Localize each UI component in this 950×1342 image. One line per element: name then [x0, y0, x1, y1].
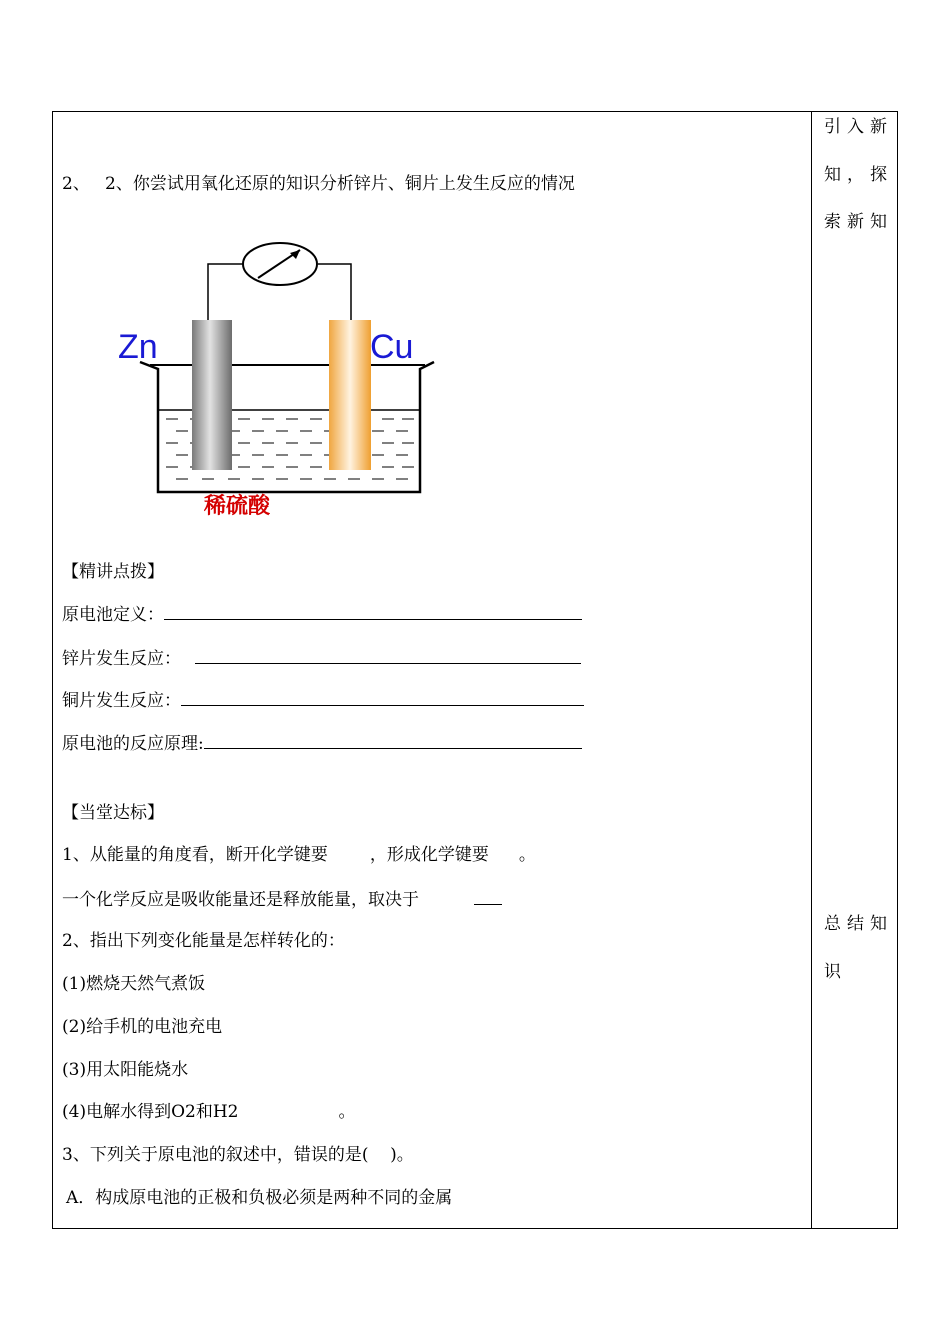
solution-label: 稀硫酸: [204, 494, 271, 518]
q1-part-a: 1、从能量的角度看，断开化学键要: [62, 845, 328, 865]
practice-q3-option-a: A．构成原电池的正极和负极必须是两种不同的金属: [66, 1188, 453, 1208]
galvanic-cell-diagram: [112, 238, 452, 518]
q1-part-b: ，形成化学键要: [369, 845, 489, 865]
q1-line2-text: 一个化学反应是吸收能量还是释放能量，取决于: [62, 890, 419, 910]
copper-electrode: [329, 320, 371, 470]
beaker: [140, 362, 434, 492]
practice-q1-line2: [62, 888, 502, 910]
fill-line-zinc: [62, 647, 581, 669]
answer-blank[interactable]: [474, 888, 502, 905]
fill-label: 原电池的反应原理:: [62, 734, 204, 754]
side-note-summary-2: 识: [824, 962, 847, 982]
column-divider: [811, 111, 812, 1229]
item-4-text: (4)电解水得到O2和H2: [62, 1102, 239, 1122]
practice-q2: 2、指出下列变化能量是怎样转化的：: [62, 931, 345, 951]
fill-line-copper: [62, 689, 584, 711]
question-number: 2、: [62, 174, 90, 194]
wire-left: [208, 264, 243, 322]
item-4-end: 。: [338, 1102, 356, 1122]
practice-q3: 3、下列关于原电池的叙述中，错误的是( )。: [62, 1145, 414, 1165]
copper-label: Cu: [370, 328, 414, 366]
side-note-summary-1: 总结知: [824, 914, 893, 934]
fill-line-principle: [62, 732, 582, 754]
practice-item-2: (2)给手机的电池充电: [62, 1017, 223, 1037]
fill-label: 铜片发生反应：: [62, 691, 181, 711]
explain-heading: 【精讲点拨】: [62, 562, 164, 582]
fill-line-definition: [62, 603, 582, 625]
practice-item-3: (3)用太阳能烧水: [62, 1060, 189, 1080]
side-note-line-2: 知，探: [824, 165, 893, 185]
practice-q1: [62, 845, 536, 865]
practice-heading: 【当堂达标】: [62, 803, 164, 823]
fill-label: 锌片发生反应：: [62, 649, 181, 669]
q1-end: 。: [518, 845, 536, 865]
practice-item-4: [62, 1102, 355, 1122]
answer-blank[interactable]: [181, 689, 584, 706]
answer-blank[interactable]: [195, 647, 581, 664]
galvanometer-icon: [243, 243, 317, 285]
wire-right: [318, 264, 351, 322]
side-note-line-3: 索新知: [824, 212, 893, 232]
zinc-label: Zn: [118, 328, 158, 366]
fill-label: 原电池定义：: [62, 605, 164, 625]
answer-blank[interactable]: [164, 603, 582, 620]
answer-blank[interactable]: [204, 732, 582, 749]
side-note-line-1: 引入新: [824, 117, 893, 137]
question-text: 2、你尝试用氧化还原的知识分析锌片、铜片上发生反应的情况: [105, 174, 575, 194]
practice-item-1: (1)燃烧天然气煮饭: [62, 974, 206, 994]
zinc-electrode: [192, 320, 232, 470]
